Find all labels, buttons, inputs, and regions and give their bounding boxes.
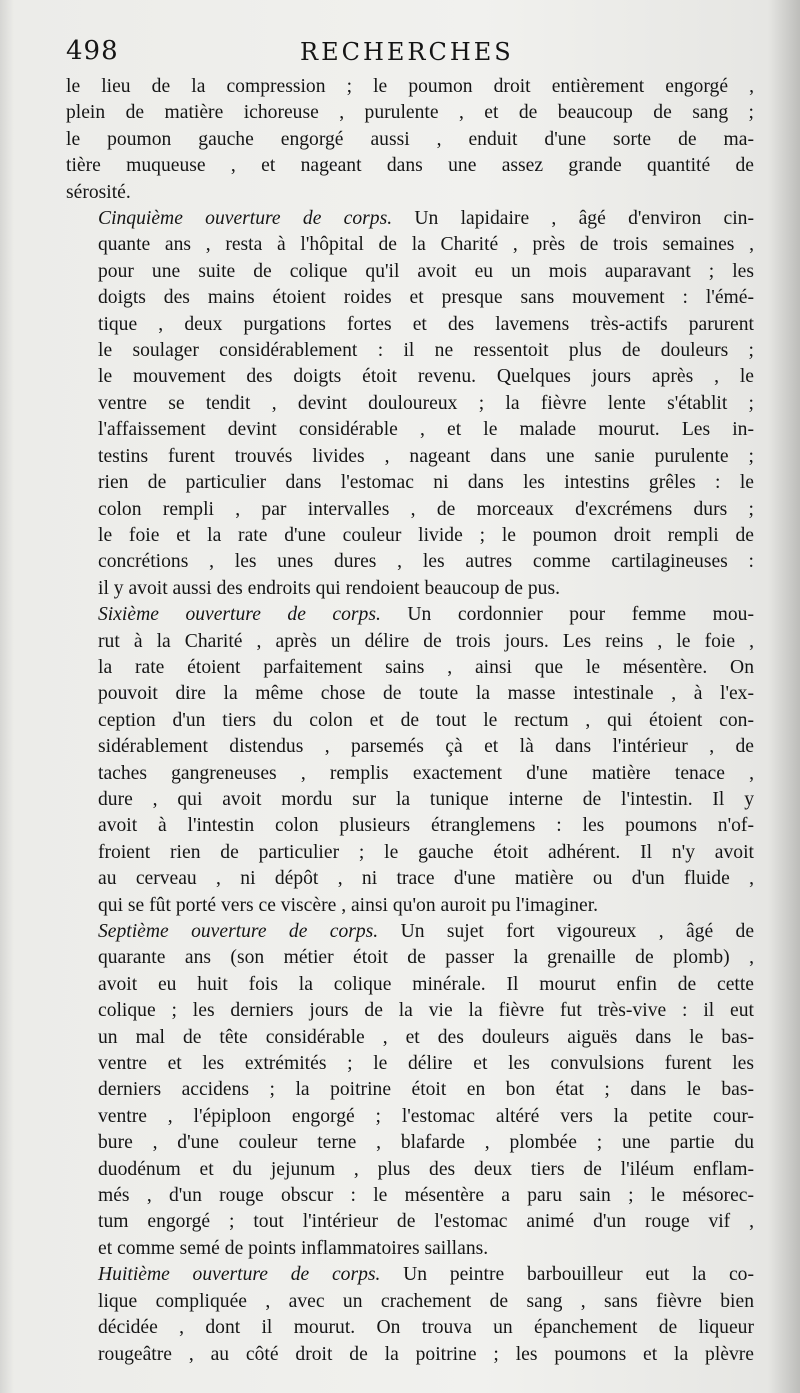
- line-text: rut à la Charité , après un délire de trois jours. Les reins , le foie ,: [98, 630, 754, 652]
- line-text: concrétions , les unes dures , les autres comme cartilagineuses :: [98, 551, 754, 573]
- line-text: taches gangreneuses , remplis exactement d'une matière tenace ,: [98, 762, 754, 784]
- text-line: [66, 391, 754, 417]
- line-text: et comme semé de points inflammatoires saillans.: [98, 1237, 489, 1259]
- section-heading: Cinquième ouverture de corps.: [98, 208, 393, 230]
- text-line: [66, 549, 754, 575]
- line-text: pouvoit dire la même chose de toute la masse intestinale , à l'ex-: [98, 683, 754, 705]
- running-title: RECHERCHES: [300, 38, 514, 66]
- line-text: més , d'un rouge obscur : le mésentère a paru sain ; le mésorec-: [98, 1185, 754, 1207]
- text-line: [66, 893, 754, 919]
- text-line: [66, 1262, 754, 1288]
- page-number: 498: [66, 36, 119, 66]
- text-line: [66, 364, 754, 390]
- line-text: quarante ans (son métier étoit de passer la grenaille de plomb) ,: [98, 947, 754, 969]
- text-line: [66, 127, 754, 153]
- line-text: froient rien de particulier ; le gauche étoit adhérent. Il n'y avoit: [98, 841, 754, 863]
- line-text: avoit eu huit fois la colique minérale. Il mourut enfin de cette: [98, 973, 754, 995]
- line-text: le lieu de la compression ; le poumon droit entièrement engorgé ,: [66, 76, 754, 97]
- text-line: [66, 206, 754, 232]
- text-line: [66, 787, 754, 813]
- text-line: [66, 761, 754, 787]
- text-line: [66, 576, 754, 602]
- line-text: dure , qui avoit mordu sur la tunique interne de l'intestin. Il y: [98, 788, 754, 810]
- line-text: le mouvement des doigts étoit revenu. Quelques jours après , le: [98, 366, 754, 388]
- text-line: [66, 655, 754, 681]
- section-heading: Sixième ouverture de corps.: [98, 604, 381, 626]
- line-text: Un sujet fort vigoureux , âgé de: [378, 921, 755, 942]
- text-line: [66, 1077, 754, 1103]
- line-text: quante ans , resta à l'hôpital de la Charité , près de trois semaines ,: [98, 234, 754, 256]
- body-text: [66, 74, 754, 1368]
- text-line: [66, 629, 754, 655]
- line-text: testins furent trouvés livides , nageant dans une sanie purulente ;: [98, 445, 754, 467]
- line-text: pour une suite de colique qu'il avoit eu un mois auparavant ; les: [98, 260, 754, 282]
- line-text: le poumon gauche engorgé aussi , enduit d'une sorte de ma-: [66, 128, 754, 150]
- text-line: [66, 945, 754, 971]
- text-line: [66, 74, 754, 100]
- text-line: [66, 180, 754, 206]
- paragraph: [66, 602, 754, 919]
- paragraph: [66, 919, 754, 1262]
- text-line: [66, 338, 754, 364]
- text-line: [66, 681, 754, 707]
- text-line: [66, 1236, 754, 1262]
- line-text: l'affaissement devint considérable , et le malade mourut. Les in-: [98, 419, 754, 441]
- line-text: sérosité.: [66, 181, 131, 203]
- line-text: colique ; les derniers jours de la vie la fièvre fut très-vive : il eut: [98, 1000, 754, 1022]
- text-line: [66, 1025, 754, 1051]
- line-text: rougeâtre , au côté droit de la poitrine ; les poumons et la plèvre: [98, 1343, 754, 1365]
- text-line: [66, 232, 754, 258]
- section-heading: Septième ouverture de corps.: [98, 921, 379, 942]
- text-line: [66, 1157, 754, 1183]
- line-text: derniers accidens ; la poitrine étoit en bon état ; dans le bas-: [98, 1079, 754, 1101]
- text-line: [66, 602, 754, 628]
- paragraph: [66, 1262, 754, 1368]
- line-text: lique compliquée , avec un crachement de sang , sans fièvre bien: [98, 1290, 754, 1312]
- line-text: la rate étoient parfaitement sains , ainsi que le mésentère. On: [98, 656, 754, 678]
- text-line: [66, 285, 754, 311]
- text-line: [66, 813, 754, 839]
- text-line: [66, 1051, 754, 1077]
- line-text: tière muqueuse , et nageant dans une assez grande quantité de: [66, 155, 754, 177]
- line-text: le foie et la rate d'une couleur livide ; le poumon droit rempli de: [98, 524, 754, 546]
- text-line: [66, 972, 754, 998]
- text-line: [66, 1130, 754, 1156]
- text-line: [66, 919, 754, 945]
- line-text: qui se fût porté vers ce viscère , ainsi qu'on auroit pu l'imaginer.: [98, 894, 599, 916]
- line-text: au cerveau , ni dépôt , ni trace d'une matière ou d'un fluide ,: [98, 868, 754, 890]
- text-line: [66, 998, 754, 1024]
- text-line: [66, 1315, 754, 1341]
- line-text: doigts des mains étoient roides et presque sans mouvement : l'émé-: [98, 287, 754, 309]
- text-line: [66, 259, 754, 285]
- text-line: [66, 470, 754, 496]
- text-line: [66, 1289, 754, 1315]
- line-text: duodénum et du jejunum , plus des deux tiers de l'iléum enflam-: [98, 1158, 754, 1180]
- line-text: il y avoit aussi des endroits qui rendoient beaucoup de pus.: [98, 577, 560, 599]
- line-text: Un lapidaire , âgé d'environ cin-: [392, 208, 754, 230]
- paragraph: [66, 74, 754, 206]
- text-line: [66, 1209, 754, 1235]
- text-line: [66, 1104, 754, 1130]
- text-line: [66, 417, 754, 443]
- text-line: [66, 497, 754, 523]
- line-text: le soulager considérablement : il ne ressentoit plus de douleurs ;: [98, 340, 754, 362]
- line-text: bure , d'une couleur terne , blafarde , plombée ; une partie du: [98, 1132, 754, 1154]
- text-line: [66, 1183, 754, 1209]
- line-text: ventre et les extrémités ; le délire et les convulsions furent les: [98, 1053, 754, 1075]
- text-line: [66, 840, 754, 866]
- line-text: avoit à l'intestin colon plusieurs étranglemens : les poumons n'of-: [98, 815, 754, 837]
- line-text: ception d'un tiers du colon et de tout le rectum , qui étoient con-: [98, 709, 754, 731]
- section-heading: Huitième ouverture de corps.: [98, 1264, 381, 1286]
- text-line: [66, 866, 754, 892]
- line-text: colon rempli , par intervalles , de morceaux d'excrémens durs ;: [98, 498, 754, 520]
- line-text: Un peintre barbouilleur eut la co-: [380, 1264, 754, 1286]
- line-text: décidée , dont il mourut. On trouva un épanchement de liqueur: [98, 1317, 754, 1339]
- text-line: [66, 153, 754, 179]
- line-text: un mal de tête considérable , et des douleurs aiguës dans le bas-: [98, 1026, 754, 1048]
- text-line: [66, 1342, 754, 1368]
- line-text: tique , deux purgations fortes et des lavemens très-actifs parurent: [98, 313, 754, 335]
- line-text: ventre , l'épiploon engorgé ; l'estomac altéré vers la petite cour-: [98, 1105, 754, 1127]
- line-text: rien de particulier dans l'estomac ni dans les intestins grêles : le: [98, 472, 754, 494]
- line-text: tum engorgé ; tout l'intérieur de l'estomac animé d'un rouge vif ,: [98, 1211, 754, 1233]
- text-line: [66, 312, 754, 338]
- text-line: [66, 100, 754, 126]
- line-text: ventre se tendit , devint douloureux ; la fièvre lente s'établit ;: [98, 392, 754, 414]
- paragraph: [66, 206, 754, 602]
- text-line: [66, 444, 754, 470]
- text-line: [66, 523, 754, 549]
- line-text: plein de matière ichoreuse , purulente , et de beaucoup de sang ;: [66, 102, 754, 124]
- text-line: [66, 734, 754, 760]
- text-line: [66, 708, 754, 734]
- line-text: Un cordonnier pour femme mou-: [380, 604, 754, 626]
- line-text: sidérablement distendus , parsemés çà et là dans l'intérieur , de: [98, 736, 754, 758]
